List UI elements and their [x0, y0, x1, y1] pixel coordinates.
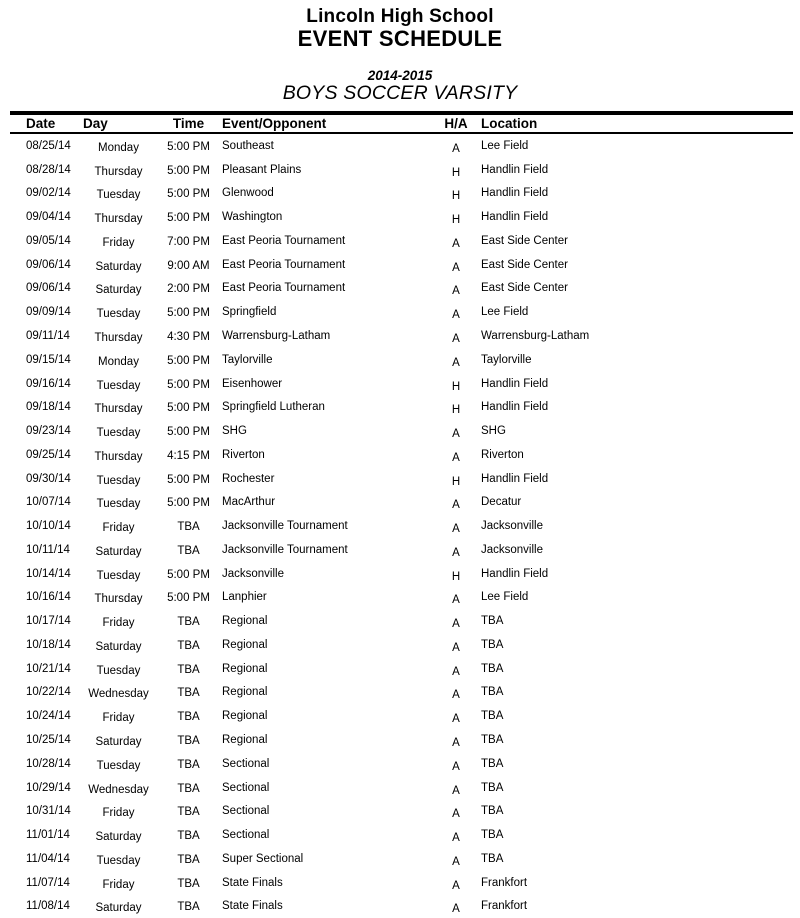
table-row	[0, 586, 800, 610]
time-cell: 5:00 PM	[167, 568, 210, 581]
date-cell: 09/02/14	[26, 187, 71, 200]
day-cell: Friday	[102, 522, 135, 535]
ha-cell: A	[452, 903, 460, 916]
day-cell: Tuesday	[96, 664, 141, 677]
ha-cell: H	[451, 166, 461, 179]
location-cell: Handlin Field	[481, 401, 549, 414]
location-cell: Handlin Field	[481, 377, 549, 390]
ha-cell: A	[452, 855, 460, 868]
date-cell: 11/08/14	[26, 900, 70, 913]
location-cell: TBA	[481, 852, 504, 865]
location-cell: Handlin Field	[481, 211, 549, 224]
day-cell: Wednesday	[88, 783, 149, 796]
ha-cell: A	[452, 665, 460, 678]
date-cell: 10/11/14	[26, 543, 70, 556]
ha-cell: A	[452, 237, 460, 250]
ha-cell: H	[451, 570, 461, 583]
time-cell: TBA	[177, 853, 200, 866]
day-cell: Tuesday	[96, 427, 141, 440]
location-cell: SHG	[481, 425, 506, 438]
event-cell: Regional	[222, 734, 268, 747]
location-cell: Jacksonville	[481, 520, 543, 533]
day-cell: Saturday	[95, 284, 142, 297]
column-header-time: Time	[172, 116, 205, 131]
time-cell: 5:00 PM	[167, 592, 210, 605]
time-cell: TBA	[177, 758, 200, 771]
date-cell: 11/01/14	[26, 829, 70, 842]
table-row	[0, 871, 800, 895]
table-row	[0, 324, 800, 348]
location-cell: Decatur	[481, 496, 522, 509]
ha-cell: H	[451, 475, 461, 488]
day-cell: Tuesday	[96, 569, 141, 582]
time-cell: 5:00 PM	[167, 473, 210, 486]
date-cell: 09/06/14	[26, 282, 71, 295]
location-cell: Handlin Field	[481, 163, 549, 176]
location-cell: Warrensburg-Latham	[481, 330, 590, 342]
table-row	[0, 681, 800, 705]
day-cell: Thursday	[94, 213, 143, 226]
day-cell: Saturday	[95, 902, 142, 915]
ha-cell: A	[452, 689, 460, 702]
table-row	[0, 704, 800, 728]
time-cell: TBA	[177, 711, 200, 724]
day-cell: Friday	[102, 617, 135, 630]
date-cell: 11/04/14	[26, 852, 70, 865]
event-cell: Regional	[222, 662, 268, 675]
table-header-row	[0, 115, 800, 132]
time-cell: TBA	[177, 806, 200, 819]
location-cell: TBA	[481, 686, 504, 699]
ha-cell: H	[451, 380, 461, 393]
date-cell: 09/23/14	[26, 425, 71, 438]
ha-cell: A	[452, 760, 460, 773]
day-cell: Thursday	[94, 403, 143, 416]
table-row	[0, 514, 800, 538]
location-cell: TBA	[481, 805, 504, 818]
table-row	[0, 229, 800, 253]
time-cell: 7:00 PM	[167, 235, 210, 248]
date-cell: 09/25/14	[26, 448, 71, 461]
event-cell: Glenwood	[222, 187, 274, 200]
ha-cell: A	[452, 285, 460, 298]
table-row	[0, 467, 800, 491]
event-cell: Jacksonville Tournament	[222, 543, 348, 556]
location-cell: TBA	[481, 615, 504, 628]
date-cell: 09/15/14	[26, 353, 71, 366]
season-label: 2014-2015	[367, 68, 433, 83]
event-cell: Regional	[222, 710, 268, 723]
ha-cell: A	[452, 309, 460, 322]
ha-cell: A	[452, 832, 460, 845]
column-header-date: Date	[26, 116, 56, 131]
date-cell: 09/11/14	[26, 330, 70, 342]
day-cell: Tuesday	[96, 379, 141, 392]
column-header-event: Event/Opponent	[222, 116, 327, 131]
ha-cell: A	[452, 428, 460, 441]
table-row	[0, 134, 800, 158]
date-cell: 10/16/14	[26, 591, 71, 604]
event-cell: Warrensburg-Latham	[222, 330, 331, 342]
location-cell: Handlin Field	[481, 567, 549, 580]
event-cell: Sectional	[222, 829, 270, 842]
date-cell: 09/05/14	[26, 234, 71, 247]
event-cell: MacArthur	[222, 496, 276, 509]
location-cell: TBA	[481, 638, 504, 651]
day-cell: Tuesday	[96, 759, 141, 772]
table-row	[0, 372, 800, 396]
time-cell: 5:00 PM	[167, 140, 210, 153]
table-row	[0, 847, 800, 871]
time-cell: TBA	[177, 735, 200, 748]
event-cell: Jacksonville Tournament	[222, 520, 348, 533]
location-cell: Lee Field	[481, 139, 529, 152]
date-cell: 10/17/14	[26, 615, 71, 628]
time-cell: TBA	[177, 687, 200, 700]
date-cell: 08/28/14	[26, 163, 71, 176]
time-cell: 5:00 PM	[167, 212, 210, 225]
date-cell: 10/10/14	[26, 520, 71, 533]
table-row	[0, 538, 800, 562]
event-cell: State Finals	[222, 876, 283, 889]
day-cell: Tuesday	[96, 308, 141, 321]
schedule-body	[0, 134, 800, 918]
ha-cell: A	[452, 641, 460, 654]
date-cell: 10/28/14	[26, 757, 71, 770]
event-cell: Springfield	[222, 306, 277, 319]
date-cell: 09/30/14	[26, 472, 71, 485]
ha-cell: A	[452, 594, 460, 607]
time-cell: 4:30 PM	[167, 331, 210, 343]
column-header-day: Day	[83, 116, 108, 131]
day-cell: Thursday	[94, 450, 143, 463]
time-cell: TBA	[177, 544, 200, 557]
location-cell: East Side Center	[481, 282, 568, 295]
day-cell: Tuesday	[96, 474, 141, 487]
day-cell: Friday	[102, 878, 135, 891]
table-row	[0, 205, 800, 229]
location-cell: East Side Center	[481, 234, 568, 247]
table-row	[0, 799, 800, 823]
location-cell: Handlin Field	[481, 187, 549, 200]
location-cell: Frankfort	[481, 900, 528, 913]
day-cell: Saturday	[95, 831, 142, 844]
ha-cell: A	[452, 808, 460, 821]
date-cell: 10/25/14	[26, 734, 71, 747]
table-row	[0, 395, 800, 419]
event-cell: Regional	[222, 615, 268, 628]
day-cell: Friday	[102, 807, 135, 820]
day-cell: Tuesday	[96, 498, 141, 511]
column-header-ha: H/A	[444, 116, 468, 131]
date-cell: 10/22/14	[26, 686, 71, 699]
location-cell: Taylorville	[481, 353, 532, 366]
event-cell: Sectional	[222, 805, 270, 818]
day-cell: Friday	[102, 712, 135, 725]
day-cell: Wednesday	[88, 688, 149, 701]
table-row	[0, 609, 800, 633]
ha-cell: H	[451, 190, 461, 203]
event-cell: Southeast	[222, 139, 274, 152]
day-cell: Saturday	[95, 736, 142, 749]
event-cell: Taylorville	[222, 353, 273, 366]
date-cell: 10/07/14	[26, 496, 71, 509]
location-cell: TBA	[481, 781, 504, 794]
date-cell: 08/25/14	[26, 139, 71, 152]
time-cell: 9:00 AM	[167, 259, 210, 272]
table-row	[0, 776, 800, 800]
day-cell: Tuesday	[96, 854, 141, 867]
table-row	[0, 348, 800, 372]
date-cell: 09/16/14	[26, 377, 71, 390]
table-row	[0, 300, 800, 324]
time-cell: 5:00 PM	[167, 354, 210, 367]
table-row	[0, 182, 800, 206]
ha-cell: A	[452, 737, 460, 750]
ha-cell: H	[451, 214, 461, 227]
table-row	[0, 490, 800, 514]
page-title: EVENT SCHEDULE	[297, 26, 503, 51]
time-cell: 5:00 PM	[167, 188, 210, 201]
location-cell: Lee Field	[481, 306, 529, 319]
time-cell: 5:00 PM	[167, 307, 210, 320]
event-cell: East Peoria Tournament	[222, 234, 346, 247]
ha-cell: A	[452, 784, 460, 797]
time-cell: TBA	[177, 616, 200, 629]
event-cell: State Finals	[222, 900, 283, 913]
event-cell: Super Sectional	[222, 852, 304, 865]
date-cell: 09/09/14	[26, 306, 71, 319]
day-cell: Thursday	[94, 165, 143, 178]
ha-cell: A	[452, 546, 460, 559]
time-cell: 4:15 PM	[167, 449, 210, 462]
table-row	[0, 253, 800, 277]
time-cell: TBA	[177, 830, 200, 843]
day-cell: Monday	[98, 355, 139, 368]
day-cell: Friday	[102, 236, 135, 249]
location-cell: TBA	[481, 710, 504, 723]
time-cell: TBA	[177, 901, 200, 914]
date-cell: 10/24/14	[26, 710, 71, 723]
ha-cell: A	[452, 523, 460, 536]
date-cell: 10/14/14	[26, 567, 71, 580]
time-cell: TBA	[177, 639, 200, 652]
ha-cell: A	[452, 261, 460, 274]
location-cell: TBA	[481, 829, 504, 842]
event-cell: Eisenhower	[222, 377, 283, 390]
time-cell: 5:00 PM	[167, 164, 210, 177]
event-cell: Regional	[222, 638, 268, 651]
date-cell: 09/18/14	[26, 401, 71, 414]
date-cell: 10/18/14	[26, 638, 71, 651]
event-cell: Rochester	[222, 472, 275, 485]
ha-cell: A	[452, 451, 460, 464]
date-cell: 09/06/14	[26, 258, 71, 271]
location-cell: TBA	[481, 757, 504, 770]
team-label: BOYS SOCCER VARSITY	[282, 82, 518, 104]
time-cell: 5:00 PM	[167, 378, 210, 391]
time-cell: 2:00 PM	[167, 283, 210, 296]
time-cell: TBA	[177, 521, 200, 534]
date-cell: 10/29/14	[26, 781, 71, 794]
table-row	[0, 728, 800, 752]
day-cell: Saturday	[95, 260, 142, 273]
event-cell: Sectional	[222, 781, 270, 794]
date-cell: 11/07/14	[26, 876, 70, 889]
date-cell: 09/04/14	[26, 211, 71, 224]
event-cell: SHG	[222, 425, 247, 438]
day-cell: Saturday	[95, 640, 142, 653]
time-cell: TBA	[177, 782, 200, 795]
ha-cell: A	[452, 713, 460, 726]
column-header-location: Location	[481, 116, 538, 131]
ha-cell: A	[452, 333, 460, 345]
table-row	[0, 657, 800, 681]
day-cell: Monday	[98, 141, 139, 154]
event-cell: Riverton	[222, 448, 265, 461]
event-cell: East Peoria Tournament	[222, 282, 346, 295]
event-cell: Sectional	[222, 757, 270, 770]
ha-cell: A	[452, 142, 460, 155]
location-cell: Handlin Field	[481, 472, 549, 485]
event-cell: Springfield Lutheran	[222, 401, 325, 414]
event-cell: Regional	[222, 686, 268, 699]
time-cell: 5:00 PM	[167, 402, 210, 415]
time-cell: 5:00 PM	[167, 497, 210, 510]
ha-cell: A	[452, 618, 460, 631]
location-cell: Lee Field	[481, 591, 529, 604]
event-cell: East Peoria Tournament	[222, 258, 346, 271]
table-row	[0, 895, 800, 918]
ha-cell: A	[452, 499, 460, 512]
table-row	[0, 562, 800, 586]
date-cell: 10/21/14	[26, 662, 71, 675]
time-cell: TBA	[177, 663, 200, 676]
event-cell: Lanphier	[222, 591, 267, 604]
day-cell: Thursday	[94, 332, 143, 344]
day-cell: Tuesday	[96, 189, 141, 202]
ha-cell: A	[452, 879, 460, 892]
event-cell: Jacksonville	[222, 567, 284, 580]
table-row	[0, 443, 800, 467]
location-cell: Riverton	[481, 448, 524, 461]
time-cell: TBA	[177, 877, 200, 890]
table-row	[0, 158, 800, 182]
school-name: Lincoln High School	[306, 6, 494, 27]
time-cell: 5:00 PM	[167, 426, 210, 439]
day-cell: Saturday	[95, 545, 142, 558]
table-row	[0, 277, 800, 301]
location-cell: Frankfort	[481, 876, 528, 889]
table-row	[0, 633, 800, 657]
location-cell: TBA	[481, 662, 504, 675]
event-cell: Washington	[222, 211, 283, 224]
event-cell: Pleasant Plains	[222, 163, 302, 176]
location-cell: Jacksonville	[481, 543, 543, 556]
ha-cell: A	[452, 356, 460, 369]
day-cell: Thursday	[94, 593, 143, 606]
location-cell: TBA	[481, 734, 504, 747]
table-row	[0, 823, 800, 847]
title-block	[0, 0, 800, 104]
table-row	[0, 752, 800, 776]
location-cell: East Side Center	[481, 258, 568, 271]
table-row	[0, 419, 800, 443]
ha-cell: H	[451, 404, 461, 417]
date-cell: 10/31/14	[26, 805, 71, 818]
